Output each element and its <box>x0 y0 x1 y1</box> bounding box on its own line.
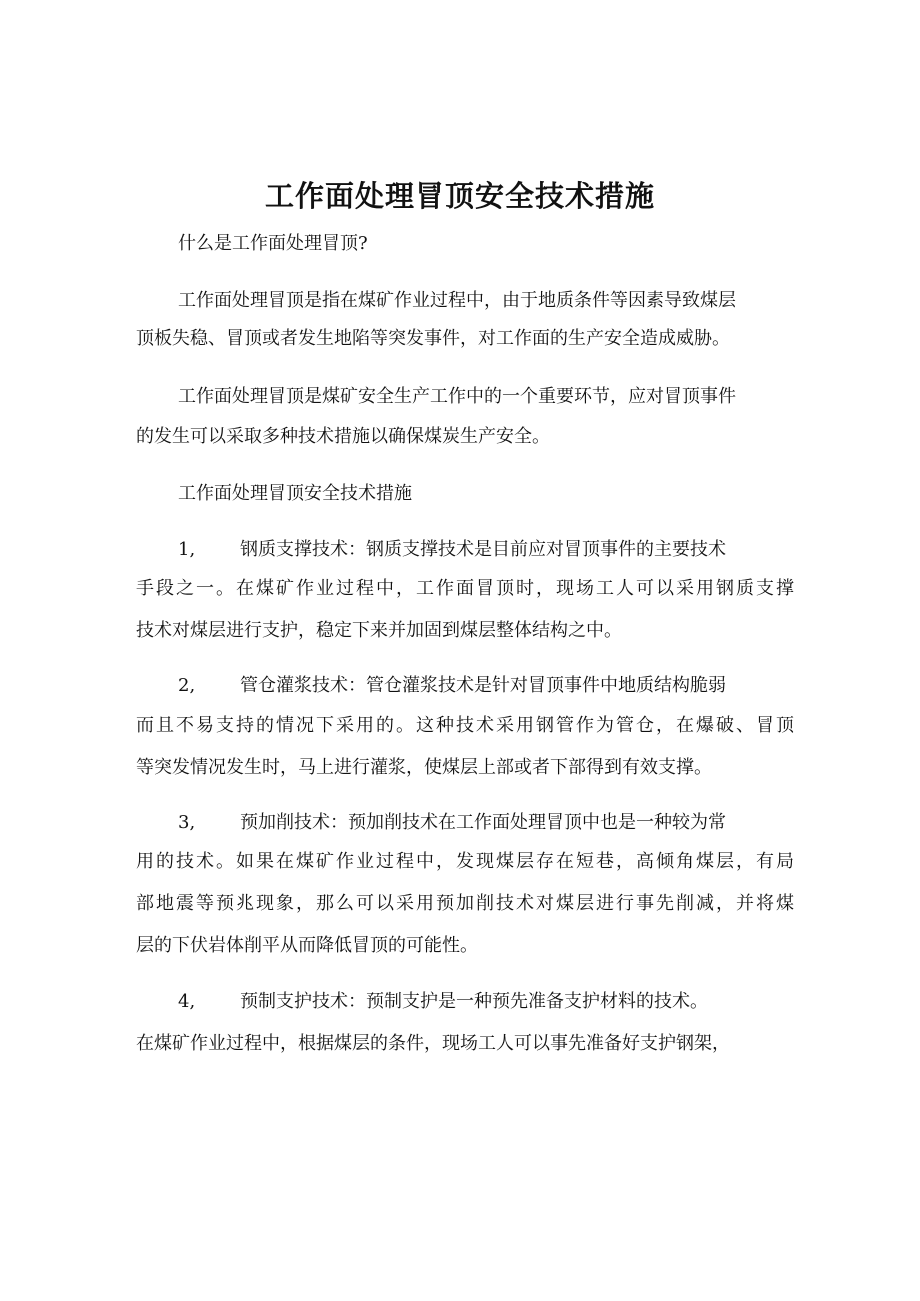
document-title: 工作面处理冒顶安全技术措施 <box>264 179 655 213</box>
item2-line1 <box>178 672 726 700</box>
item4-text: 预制支护技术：预制支护是一种预先准备支护材料的技术。 <box>240 991 708 1012</box>
item4-line2: 在煤矿作业过程中，根据煤层的条件，现场工人可以事先准备好支护钢架， <box>136 1033 730 1054</box>
item1-number: 1, <box>178 539 196 560</box>
item3-line3: 部地震等预兆现象，那么可以采用预加削技术对煤层进行事先削减，并将煤 <box>136 893 794 914</box>
item4-number: 4, <box>178 991 196 1012</box>
item3-number: 3, <box>178 812 196 833</box>
item3-line1 <box>178 809 726 837</box>
section-heading: 工作面处理冒顶安全技术措施 <box>178 483 412 504</box>
item1-line2: 手段之一。在煤矿作业过程中，工作面冒顶时，现场工人可以采用钢质支撑 <box>136 578 794 599</box>
item2-text: 管仓灌浆技术：管仓灌浆技术是针对冒顶事件中地质结构脆弱 <box>240 675 726 696</box>
item2-line2: 而且不易支持的情况下采用的。这种技术采用钢管作为管仓，在爆破、冒顶 <box>136 715 794 736</box>
item1-line3: 技术对煤层进行支护，稳定下来并加固到煤层整体结构之中。 <box>136 620 622 641</box>
para2-line1: 工作面处理冒顶是煤矿安全生产工作中的一个重要环节，应对冒顶事件 <box>178 386 736 407</box>
para1-line2: 顶板失稳、冒顶或者发生地陷等突发事件，对工作面的生产安全造成威胁。 <box>136 328 730 349</box>
item3-line2: 用的技术。如果在煤矿作业过程中，发现煤层存在短巷，高倾角煤层，有局 <box>136 851 794 872</box>
para2-line2: 的发生可以采取多种技术措施以确保煤炭生产安全。 <box>136 426 550 447</box>
item1-text: 钢质支撑技术：钢质支撑技术是目前应对冒顶事件的主要技术 <box>240 539 726 560</box>
para1-line1: 工作面处理冒顶是指在煤矿作业过程中，由于地质条件等因素导致煤层 <box>178 290 736 311</box>
item1-line1 <box>178 536 726 564</box>
item2-line3: 等突发情况发生时，马上进行灌浆，使煤层上部或者下部得到有效支撑。 <box>136 757 712 778</box>
item2-number: 2, <box>178 675 196 696</box>
item3-line4: 层的下伏岩体削平从而降低冒顶的可能性。 <box>136 935 478 956</box>
item4-line1 <box>178 988 708 1016</box>
question-line: 什么是工作面处理冒顶? <box>178 233 368 254</box>
item3-text: 预加削技术：预加削技术在工作面处理冒顶中也是一种较为常 <box>240 812 726 833</box>
